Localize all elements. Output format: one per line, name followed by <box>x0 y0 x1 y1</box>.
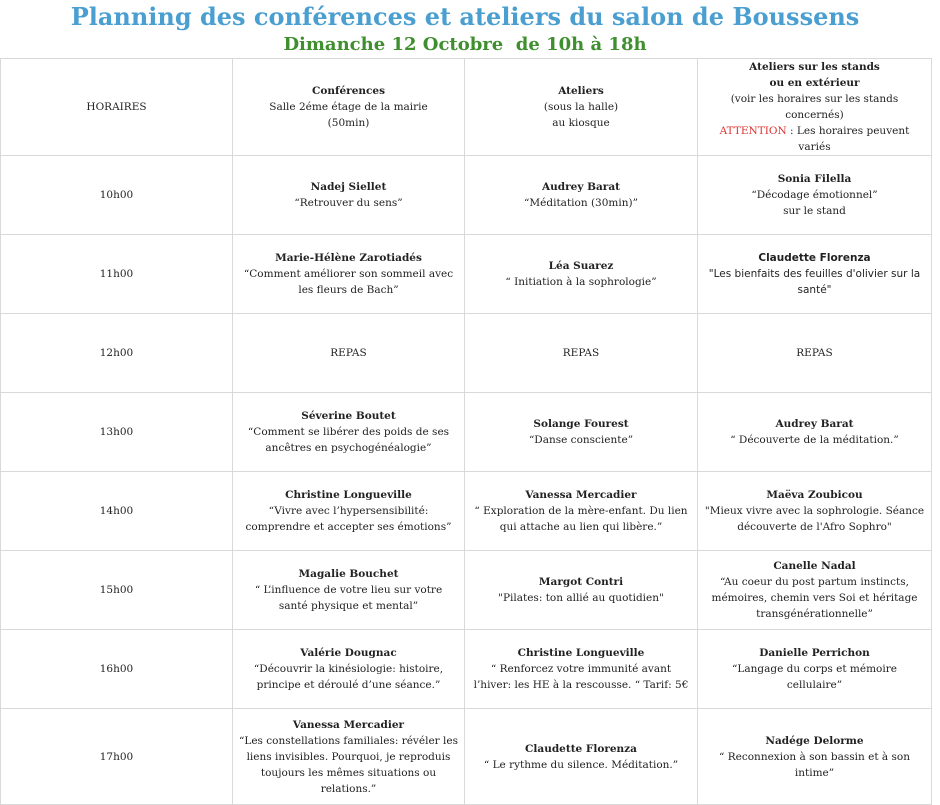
table-row <box>1 314 932 393</box>
speaker-name: Christine Longueville <box>285 489 412 501</box>
header-conferences-line2: (50min) <box>327 117 370 129</box>
session-title: “Retrouver du sens” <box>294 197 403 209</box>
speaker-name: Marie-Hélène Zarotiadés <box>275 252 422 264</box>
session-title: “Méditation (30min)” <box>524 197 638 209</box>
time-label: 16h00 <box>99 663 134 675</box>
time-cell <box>1 472 233 551</box>
conference-cell <box>233 235 465 314</box>
speaker-name: Léa Suarez <box>548 260 614 272</box>
header-stands-title1: Ateliers sur les stands <box>749 61 880 73</box>
time-label: 10h00 <box>99 189 134 201</box>
header-ateliers-line1: (sous la halle) <box>543 101 619 113</box>
speaker-name: Vanessa Mercadier <box>525 489 637 501</box>
time-cell <box>1 551 233 630</box>
table-row <box>1 235 932 314</box>
time-label: 15h00 <box>99 584 134 596</box>
table-row <box>1 551 932 630</box>
session-title: “Comment se libérer des poids de ses ancêtres en psychogénéalogie” <box>247 426 450 454</box>
header-ateliers-line2: au kiosque <box>552 117 610 129</box>
atelier-cell <box>465 393 698 472</box>
conference-cell <box>233 314 465 393</box>
speaker-name: Christine Longueville <box>517 647 645 659</box>
speaker-name: Claudette Florenza <box>758 252 871 264</box>
speaker-name: Nadége Delorme <box>765 734 864 747</box>
session-title: “ Renforcez votre immunité avant l’hiver: les HE à la rescousse. “ Tarif: 5€ <box>473 663 689 691</box>
attention-label: ATTENTION <box>719 125 787 137</box>
break-label: REPAS <box>330 347 367 359</box>
session-title: “Langage du corps et mémoire cellulaire” <box>732 663 897 691</box>
header-stands-title2: ou en extérieur <box>769 77 860 89</box>
time-cell <box>1 314 233 393</box>
schedule-table <box>0 58 932 805</box>
header-conferences <box>233 59 465 156</box>
session-title: “ Exploration de la mère-enfant. Du lien qui attache au lien qui libère.” <box>474 505 688 533</box>
conference-cell <box>233 709 465 805</box>
speaker-name: Valérie Dougnac <box>300 647 397 659</box>
attention-text: : Les horaires peuvent variés <box>786 125 910 153</box>
stand-cell <box>698 551 932 630</box>
session-title: “ Reconnexion à son bassin et à son intime” <box>719 750 910 779</box>
speaker-name: Audrey Barat <box>542 181 620 193</box>
header-horaires-label: HORAIRES <box>86 101 147 113</box>
time-label: 11h00 <box>99 268 134 280</box>
time-cell <box>1 235 233 314</box>
speaker-name: Audrey Barat <box>775 418 854 430</box>
header-ateliers-title: Ateliers <box>558 85 604 97</box>
speaker-name: Vanessa Mercadier <box>292 718 405 731</box>
page-subtitle: Dimanche 12 Octobre de 10h à 18h <box>283 34 647 55</box>
time-label: 13h00 <box>99 426 134 438</box>
stand-cell <box>698 472 932 551</box>
time-cell <box>1 709 233 805</box>
atelier-cell <box>465 709 698 805</box>
session-location: sur le stand <box>783 205 846 217</box>
conference-cell <box>233 551 465 630</box>
session-title: “Au coeur du post partum instincts, mémoires, chemin vers Soi et héritage transgénérationnelle” <box>711 576 918 620</box>
atelier-cell <box>465 630 698 709</box>
conference-cell <box>233 630 465 709</box>
stand-cell <box>698 235 932 314</box>
table-row <box>1 156 932 235</box>
speaker-name: Claudette Florenza <box>525 742 637 755</box>
stand-cell <box>698 709 932 805</box>
session-title: “Comment améliorer son sommeil avec les fleurs de Bach” <box>243 268 454 296</box>
header-stands-attention-line <box>704 123 925 155</box>
header-conferences-title: Conférences <box>311 85 386 97</box>
table-row <box>1 630 932 709</box>
session-title: “ Le rythme du silence. Méditation.” <box>483 758 679 771</box>
header-row <box>1 59 932 156</box>
speaker-name: Magalie Bouchet <box>298 568 399 580</box>
stand-cell <box>698 156 932 235</box>
stand-cell <box>698 393 932 472</box>
atelier-cell <box>465 551 698 630</box>
time-label: 17h00 <box>99 750 134 763</box>
conference-cell <box>233 156 465 235</box>
page-title: Planning des conférences et ateliers du salon de Boussens <box>70 2 860 31</box>
session-title: "Les bienfaits des feuilles d'olivier sur la santé" <box>708 268 921 296</box>
header-stands <box>698 59 932 156</box>
time-cell <box>1 156 233 235</box>
atelier-cell <box>465 156 698 235</box>
session-title: “ Découverte de la méditation.” <box>730 434 899 446</box>
session-title: “Les constellations familiales: révéler les liens invisibles. Pourquoi, je reproduis toujours les mêmes situations ou relations.” <box>239 734 458 795</box>
session-title: "Mieux vivre avec la sophrologie. Séance découverte de l'Afro Sophro" <box>704 505 925 533</box>
conference-cell <box>233 472 465 551</box>
speaker-name: Solange Fourest <box>533 418 629 430</box>
speaker-name: Sonia Filella <box>777 173 852 185</box>
speaker-name: Séverine Boutet <box>301 410 396 422</box>
session-title: “Découvrir la kinésiologie: histoire, principe et déroulé d’une séance.” <box>253 663 444 691</box>
session-title: “ L’influence de votre lieu sur votre santé physique et mental” <box>254 584 443 612</box>
speaker-name: Margot Contri <box>538 576 624 588</box>
session-title: "Pilates: ton allié au quotidien" <box>498 592 664 604</box>
time-cell <box>1 393 233 472</box>
time-label: 14h00 <box>99 505 134 517</box>
session-title: “Vivre avec l’hypersensibilité: comprendre et accepter ses émotions” <box>245 505 452 533</box>
break-label: REPAS <box>796 347 833 359</box>
time-label: 12h00 <box>99 347 134 359</box>
session-title: “Décodage émotionnel” <box>751 189 878 201</box>
stand-cell <box>698 630 932 709</box>
header-conferences-line1: Salle 2éme étage de la mairie <box>269 101 428 113</box>
session-title: “ Initiation à la sophrologie” <box>505 276 657 288</box>
stand-cell <box>698 314 932 393</box>
atelier-cell <box>465 235 698 314</box>
table-row <box>1 472 932 551</box>
conference-cell <box>233 393 465 472</box>
header-stands-line1: (voir les horaires sur les stands concernés) <box>730 93 899 121</box>
header-horaires <box>1 59 233 156</box>
speaker-name: Nadej Siellet <box>310 181 387 193</box>
time-cell <box>1 630 233 709</box>
header-ateliers <box>465 59 698 156</box>
table-row <box>1 709 932 805</box>
break-label: REPAS <box>562 347 600 359</box>
atelier-cell <box>465 314 698 393</box>
session-title: “Danse consciente” <box>528 434 634 446</box>
atelier-cell <box>465 472 698 551</box>
table-row <box>1 393 932 472</box>
speaker-name: Canelle Nadal <box>773 560 856 572</box>
speaker-name: Maëva Zoubicou <box>766 489 863 501</box>
speaker-name: Danielle Perrichon <box>759 647 870 659</box>
